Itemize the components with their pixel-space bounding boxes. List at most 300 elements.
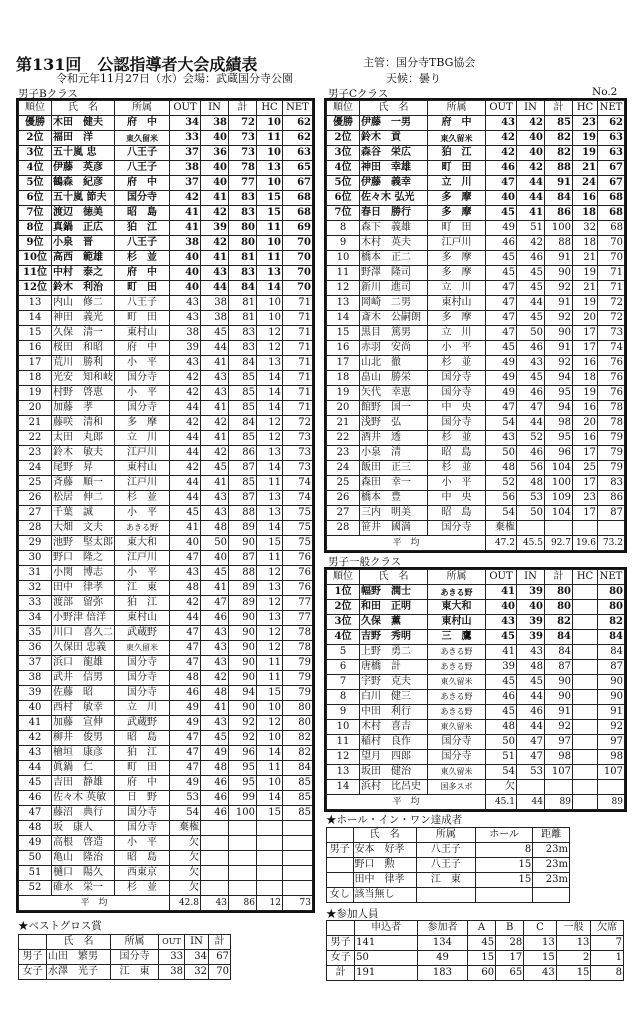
name-cell: 岡崎 二男 <box>360 296 428 311</box>
rank-cell: 29 <box>19 536 52 551</box>
event-date-venue: 令和元年11月27日（水）会場：武蔵国分寺公園 <box>56 72 293 85</box>
table-row <box>327 615 625 630</box>
in-cell: 47 <box>201 596 229 611</box>
table-cell: 28 <box>496 936 524 951</box>
table-cell: 43 <box>524 966 557 981</box>
column-header: 距離 <box>533 828 570 843</box>
organizer: 主管：国分寺TBG協会 <box>363 56 476 69</box>
club-cell: 狛 江 <box>428 146 486 161</box>
table-row <box>19 431 313 446</box>
name-cell: 柳井 俊男 <box>52 731 115 746</box>
out-cell: 39 <box>486 660 517 675</box>
hc-cell: 12 <box>257 641 283 656</box>
table-row <box>19 371 313 386</box>
rank-cell: 51 <box>19 866 52 881</box>
rank-cell: 23 <box>327 446 360 461</box>
club-cell: 東村山 <box>115 326 170 341</box>
in-cell: 41 <box>201 251 229 266</box>
hc-cell: 13 <box>257 356 283 371</box>
club-cell: 府 中 <box>428 116 486 131</box>
average-out: 47.2 <box>486 536 517 551</box>
hc-cell <box>257 836 283 851</box>
column-header: OUT <box>170 101 201 116</box>
in-cell: 40 <box>201 131 229 146</box>
table-row <box>19 131 313 146</box>
net-cell: 78 <box>598 401 625 416</box>
in-cell: 40 <box>201 161 229 176</box>
out-cell: 34 <box>170 116 201 131</box>
out-cell: 40 <box>486 600 517 615</box>
total-cell: 87 <box>229 461 257 476</box>
name-cell: 坂 康人 <box>52 821 115 836</box>
out-cell: 39 <box>170 341 201 356</box>
total-cell <box>229 836 257 851</box>
hc-cell: 20 <box>573 416 598 431</box>
hc-cell <box>573 645 598 660</box>
name-cell: 真鍋 正広 <box>52 221 115 236</box>
hc-cell: 17 <box>573 476 598 491</box>
club-cell: 町 田 <box>115 761 170 776</box>
rank-cell: 14 <box>19 311 52 326</box>
rank-cell: 39 <box>19 686 52 701</box>
average-net: 89 <box>598 795 625 810</box>
out-cell: 56 <box>486 491 517 506</box>
net-cell: 71 <box>283 341 313 356</box>
table-cell: 23m <box>533 843 570 858</box>
average-label: 平 均 <box>327 536 486 551</box>
out-cell: 42 <box>170 191 201 206</box>
in-cell: 43 <box>201 491 229 506</box>
table-row <box>327 966 624 981</box>
hc-cell: 14 <box>257 521 283 536</box>
table-row <box>19 341 313 356</box>
club-cell: あきる野 <box>428 690 486 705</box>
table-row <box>327 690 625 705</box>
club-cell: 昭 島 <box>115 731 170 746</box>
hole-in-one-table <box>326 827 570 903</box>
table-row <box>327 521 625 536</box>
out-cell: 49 <box>486 356 517 371</box>
out-cell: 41 <box>170 206 201 221</box>
out-cell: 43 <box>170 356 201 371</box>
club-cell: 立 川 <box>428 326 486 341</box>
table-row <box>19 551 313 566</box>
in-cell: 41 <box>201 476 229 491</box>
net-cell: 70 <box>598 251 625 266</box>
table-row <box>19 416 313 431</box>
column-header: 順位 <box>327 570 360 585</box>
total-cell: 85 <box>229 386 257 401</box>
club-cell: 武蔵野 <box>115 626 170 641</box>
column-header: NET <box>598 570 625 585</box>
table-row <box>19 656 313 671</box>
table-cell: 8 <box>476 843 533 858</box>
in-cell: 40 <box>517 600 545 615</box>
rank-cell: 8位 <box>19 221 52 236</box>
club-cell: 小 平 <box>115 836 170 851</box>
in-cell: 42 <box>201 206 229 221</box>
hc-cell: 11 <box>257 551 283 566</box>
in-cell: 44 <box>201 281 229 296</box>
club-cell: 江戸川 <box>428 236 486 251</box>
column-header: NET <box>283 101 313 116</box>
club-cell: 昭 島 <box>428 446 486 461</box>
out-cell: 46 <box>486 161 517 176</box>
hc-cell <box>257 881 283 896</box>
hc-cell: 12 <box>257 716 283 731</box>
out-cell: 45 <box>486 705 517 720</box>
out-cell: 38 <box>170 326 201 341</box>
table-row <box>19 716 313 731</box>
total-cell: 90 <box>545 675 573 690</box>
net-cell: 79 <box>598 446 625 461</box>
table-cell: 江 東 <box>416 873 475 888</box>
net-cell: 62 <box>283 131 313 146</box>
table-cell: 男子 <box>327 936 355 951</box>
table-row <box>19 836 313 851</box>
average-hc: 19.6 <box>573 536 598 551</box>
rank-cell: 26 <box>19 491 52 506</box>
net-cell: 70 <box>283 236 313 251</box>
total-cell: 98 <box>545 416 573 431</box>
in-cell: 41 <box>201 581 229 596</box>
net-cell: 84 <box>283 761 313 776</box>
in-cell: 44 <box>517 296 545 311</box>
table-row <box>19 491 313 506</box>
column-header: C <box>524 921 557 936</box>
table-row <box>19 401 313 416</box>
table-cell: 計 <box>327 966 355 981</box>
rank-cell: 2位 <box>19 131 52 146</box>
net-cell: 76 <box>283 581 313 596</box>
total-cell: 94 <box>545 401 573 416</box>
total-cell: 92 <box>545 356 573 371</box>
out-cell: 44 <box>170 491 201 506</box>
net-cell: 79 <box>598 431 625 446</box>
club-cell: 東大和 <box>115 536 170 551</box>
table-row <box>327 206 625 221</box>
net-cell: 73 <box>598 326 625 341</box>
name-cell: 神田 義光 <box>52 311 115 326</box>
in-cell: 43 <box>517 356 545 371</box>
hc-cell: 14 <box>257 281 283 296</box>
club-cell: 町 田 <box>115 281 170 296</box>
hc-cell: 16 <box>573 431 598 446</box>
table-row <box>327 236 625 251</box>
rank-cell: 36 <box>19 641 52 656</box>
rank-cell: 6 <box>327 660 360 675</box>
net-cell: 70 <box>283 251 313 266</box>
c-class-table <box>326 100 625 551</box>
name-cell: 飯田 正三 <box>360 461 428 476</box>
total-cell: 91 <box>545 176 573 191</box>
club-cell: 立 川 <box>115 701 170 716</box>
total-cell: 83 <box>229 326 257 341</box>
total-cell: 73 <box>229 146 257 161</box>
out-cell: 42 <box>170 596 201 611</box>
in-cell: 42 <box>517 236 545 251</box>
column-header <box>19 935 47 950</box>
name-cell: 内山 修二 <box>52 296 115 311</box>
net-cell: 70 <box>283 281 313 296</box>
rank-cell: 9 <box>327 236 360 251</box>
in-cell: 44 <box>517 191 545 206</box>
table-row <box>19 581 313 596</box>
table-row <box>327 630 625 645</box>
rank-cell: 37 <box>19 656 52 671</box>
out-cell: 42 <box>486 131 517 146</box>
table-row <box>19 281 313 296</box>
rank-cell: 9位 <box>19 236 52 251</box>
in-cell: 46 <box>201 791 229 806</box>
club-cell: 国分寺 <box>115 821 170 836</box>
name-cell: 斉藤 順一 <box>52 476 115 491</box>
hc-cell: 12 <box>257 416 283 431</box>
rank-cell: 13 <box>327 765 360 780</box>
net-cell <box>283 851 313 866</box>
club-cell: 小 平 <box>115 506 170 521</box>
rank-cell: 12 <box>327 281 360 296</box>
in-cell: 50 <box>517 506 545 521</box>
in-cell: 38 <box>201 296 229 311</box>
out-cell: 47 <box>170 626 201 641</box>
total-cell: 83 <box>229 341 257 356</box>
out-cell: 43 <box>170 296 201 311</box>
table-cell: 134 <box>418 936 468 951</box>
net-cell: 83 <box>598 476 625 491</box>
name-cell: 山北 徹 <box>360 356 428 371</box>
net-cell: 107 <box>598 765 625 780</box>
table-cell: 女し <box>327 888 354 903</box>
hc-cell <box>573 735 598 750</box>
net-cell: 63 <box>598 131 625 146</box>
club-cell: 東久留米 <box>428 720 486 735</box>
table-cell: 野口 勲 <box>353 858 416 873</box>
in-cell: 43 <box>201 656 229 671</box>
net-cell: 79 <box>283 656 313 671</box>
hc-cell: 13 <box>257 161 283 176</box>
table-row <box>327 705 625 720</box>
table-cell: 15 <box>476 858 533 873</box>
net-cell: 67 <box>283 176 313 191</box>
column-header: 一般 <box>556 921 591 936</box>
name-cell: 浅野 弘 <box>360 416 428 431</box>
name-cell: 橋本 正二 <box>360 251 428 266</box>
table-cell: 17 <box>496 951 524 966</box>
net-cell <box>283 866 313 881</box>
table-row <box>19 671 313 686</box>
rank-cell: 12 <box>327 750 360 765</box>
net-cell: 73 <box>283 461 313 476</box>
table-cell: 8 <box>591 966 624 981</box>
hc-cell <box>573 660 598 675</box>
club-cell: 町 田 <box>428 161 486 176</box>
total-cell: 84 <box>545 645 573 660</box>
name-cell: 稲村 良作 <box>360 735 428 750</box>
rank-cell: 38 <box>19 671 52 686</box>
net-cell <box>283 836 313 851</box>
club-cell: 町 田 <box>115 311 170 326</box>
club-cell: 八王子 <box>115 236 170 251</box>
hc-cell: 23 <box>573 116 598 131</box>
total-cell: 84 <box>545 630 573 645</box>
table-row <box>327 296 625 311</box>
hc-cell <box>573 780 598 795</box>
rank-cell: 27 <box>327 506 360 521</box>
total-cell: 90 <box>545 690 573 705</box>
in-cell: 53 <box>517 765 545 780</box>
page-number: No.2 <box>592 86 618 98</box>
hc-cell <box>573 705 598 720</box>
total-cell: 92 <box>229 731 257 746</box>
table-cell: 23m <box>533 858 570 873</box>
out-cell: 43 <box>486 615 517 630</box>
out-cell: 40 <box>170 266 201 281</box>
out-cell: 41 <box>486 585 517 600</box>
rank-cell: 19 <box>327 386 360 401</box>
table-cell: 141 <box>355 936 418 951</box>
in-cell <box>201 851 229 866</box>
net-cell: 76 <box>598 371 625 386</box>
total-cell: 86 <box>545 206 573 221</box>
column-header: B <box>496 921 524 936</box>
in-cell: 43 <box>517 645 545 660</box>
net-cell: 71 <box>283 401 313 416</box>
name-cell: 野口 隆之 <box>52 551 115 566</box>
table-cell: 女子 <box>19 965 47 980</box>
name-cell: 上野 勇二 <box>360 645 428 660</box>
club-cell: 立 川 <box>115 431 170 446</box>
in-cell: 42 <box>201 671 229 686</box>
name-cell: 荒川 勝利 <box>52 356 115 371</box>
out-cell: 37 <box>170 146 201 161</box>
net-cell: 71 <box>283 371 313 386</box>
hc-cell: 10 <box>257 311 283 326</box>
in-cell: 40 <box>517 146 545 161</box>
table-row <box>19 146 313 161</box>
rank-cell: 40 <box>19 701 52 716</box>
total-cell: 90 <box>545 266 573 281</box>
club-cell: 町 田 <box>428 221 486 236</box>
name-cell: 吉田 静雄 <box>52 776 115 791</box>
hc-cell: 10 <box>257 731 283 746</box>
in-cell: 46 <box>517 446 545 461</box>
total-cell: 85 <box>545 116 573 131</box>
rank-cell: 5位 <box>327 176 360 191</box>
net-cell: 73 <box>283 431 313 446</box>
table-cell: 1 <box>591 951 624 966</box>
net-cell: 67 <box>598 161 625 176</box>
out-cell: 49 <box>486 221 517 236</box>
out-cell: 43 <box>170 311 201 326</box>
total-cell: 100 <box>545 476 573 491</box>
club-cell: 武蔵野 <box>115 716 170 731</box>
net-cell: 82 <box>598 615 625 630</box>
name-cell: 尾野 昇 <box>52 461 115 476</box>
table-cell: 7 <box>591 936 624 951</box>
out-cell: 44 <box>170 611 201 626</box>
net-cell: 68 <box>283 206 313 221</box>
in-cell <box>517 780 545 795</box>
in-cell: 43 <box>201 626 229 641</box>
name-cell: 唐橋 計 <box>360 660 428 675</box>
total-cell: 88 <box>545 161 573 176</box>
name-cell: 鈴木 利治 <box>52 281 115 296</box>
net-cell: 70 <box>598 236 625 251</box>
total-cell <box>229 821 257 836</box>
rank-cell: 24 <box>327 461 360 476</box>
total-cell: 90 <box>229 536 257 551</box>
rank-cell: 2位 <box>327 131 360 146</box>
out-cell: 40 <box>170 251 201 266</box>
rank-cell: 17 <box>19 356 52 371</box>
rank-cell: 21 <box>19 416 52 431</box>
hc-cell: 11 <box>257 251 283 266</box>
out-cell: 47 <box>170 656 201 671</box>
total-cell: 80 <box>229 221 257 236</box>
out-cell: 欠 <box>170 836 201 851</box>
column-header: 所属 <box>428 101 486 116</box>
table-cell: 49 <box>418 951 468 966</box>
out-cell: 47 <box>170 551 201 566</box>
club-cell: 東村山 <box>115 461 170 476</box>
hc-cell <box>573 615 598 630</box>
in-cell: 46 <box>517 386 545 401</box>
rank-cell: 46 <box>19 791 52 806</box>
hc-cell: 19 <box>573 146 598 161</box>
table-row <box>327 951 624 966</box>
table-row <box>19 476 313 491</box>
table-cell: 15 <box>467 951 495 966</box>
out-cell: 42 <box>170 461 201 476</box>
hc-cell: 21 <box>573 161 598 176</box>
hc-cell: 14 <box>257 371 283 386</box>
net-cell: 97 <box>598 735 625 750</box>
name-cell: 小泉 清 <box>360 446 428 461</box>
out-cell: 45 <box>170 506 201 521</box>
net-cell: 80 <box>598 585 625 600</box>
net-cell: 74 <box>283 476 313 491</box>
total-cell: 85 <box>229 431 257 446</box>
average-in: 44 <box>517 795 545 810</box>
rank-cell: 7 <box>327 675 360 690</box>
hc-cell <box>573 690 598 705</box>
table-row <box>327 416 625 431</box>
out-cell: 52 <box>486 476 517 491</box>
out-cell: 欠 <box>170 851 201 866</box>
net-cell: 92 <box>598 720 625 735</box>
average-row <box>19 896 313 911</box>
net-cell: 80 <box>283 701 313 716</box>
column-header: 氏 名 <box>47 935 111 950</box>
table-cell <box>327 873 354 888</box>
net-cell: 77 <box>283 596 313 611</box>
rank-cell: 優勝 <box>327 116 360 131</box>
hc-cell: 15 <box>257 206 283 221</box>
total-cell <box>229 851 257 866</box>
rank-cell: 4位 <box>327 161 360 176</box>
in-cell: 44 <box>517 690 545 705</box>
out-cell: 46 <box>170 686 201 701</box>
out-cell: 棄権 <box>170 821 201 836</box>
rank-cell: 19 <box>19 386 52 401</box>
in-cell: 46 <box>517 705 545 720</box>
name-cell: 畠山 勝栄 <box>360 371 428 386</box>
table-row <box>19 731 313 746</box>
club-cell: 多 摩 <box>115 416 170 431</box>
hc-cell: 19 <box>573 296 598 311</box>
column-header: 氏 名 <box>52 101 115 116</box>
